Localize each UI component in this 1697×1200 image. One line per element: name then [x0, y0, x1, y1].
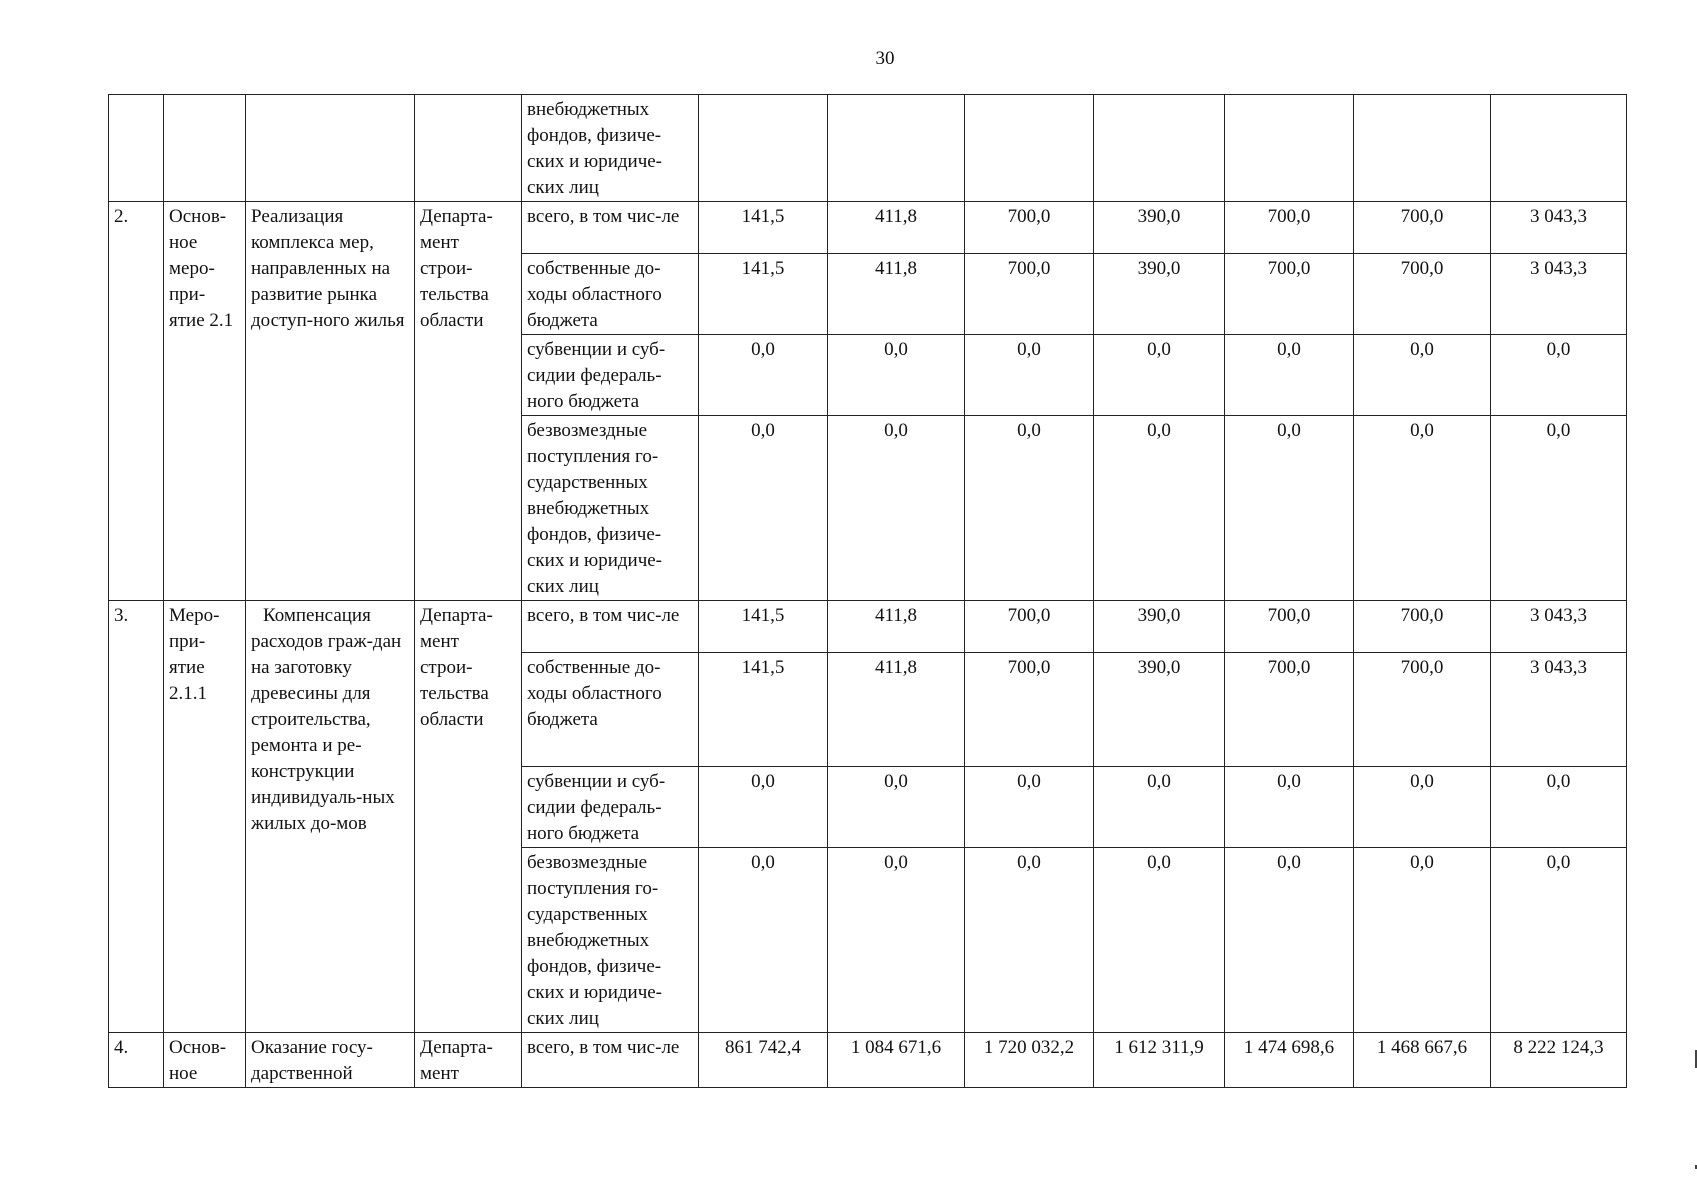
value-cell: 0,0 [1354, 416, 1491, 601]
table-row [109, 202, 1627, 254]
page-number: 30 [875, 48, 895, 69]
item-number-cell: 4. [109, 1033, 164, 1088]
value-cell: 8 222 124,3 [1491, 1033, 1627, 1088]
value-cell: 390,0 [1094, 254, 1225, 335]
value-cell: 0,0 [1491, 767, 1627, 848]
value-cell: 0,0 [699, 416, 828, 601]
value-cell: 0,0 [699, 848, 828, 1033]
value-cell: 0,0 [1094, 848, 1225, 1033]
value-cell: 700,0 [1354, 653, 1491, 767]
value-cell: 0,0 [965, 767, 1094, 848]
value-cell: 0,0 [1094, 767, 1225, 848]
value-cell: 0,0 [1225, 767, 1354, 848]
value-cell: 700,0 [1225, 653, 1354, 767]
value-cell: 3 043,3 [1491, 254, 1627, 335]
funding-source-cell: субвенции и суб-сидии федераль-ного бюджета [522, 335, 699, 416]
funding-source-cell: всего, в том чис-ле [522, 601, 699, 653]
value-cell [828, 95, 965, 202]
value-cell: 411,8 [828, 653, 965, 767]
item-type-cell: Основ-ное [164, 1033, 246, 1088]
value-cell [1094, 95, 1225, 202]
value-cell: 390,0 [1094, 202, 1225, 254]
value-cell: 0,0 [1491, 335, 1627, 416]
value-cell: 700,0 [965, 653, 1094, 767]
funding-source-cell: собственные до-ходы областного бюджета [522, 254, 699, 335]
value-cell: 3 043,3 [1491, 202, 1627, 254]
value-cell: 700,0 [1225, 202, 1354, 254]
value-cell: 0,0 [1094, 416, 1225, 601]
funding-source-cell: безвозмездные поступления го-сударственных внебюджетных фондов, физиче-ских и юридиче-ских лиц [522, 848, 699, 1033]
value-cell: 0,0 [699, 767, 828, 848]
value-cell: 700,0 [1225, 601, 1354, 653]
value-cell: 0,0 [965, 335, 1094, 416]
value-cell: 0,0 [965, 416, 1094, 601]
table-row [109, 95, 1627, 202]
value-cell: 0,0 [828, 335, 965, 416]
table-body [109, 95, 1627, 1088]
item-type-cell: Меро-при-ятие 2.1.1 [164, 601, 246, 1033]
value-cell: 0,0 [1354, 335, 1491, 416]
value-cell: 0,0 [828, 767, 965, 848]
value-cell: 0,0 [828, 416, 965, 601]
value-cell: 1 468 667,6 [1354, 1033, 1491, 1088]
value-cell: 700,0 [1225, 254, 1354, 335]
funding-source-cell: безвозмездные поступления го-сударственных внебюджетных фондов, физиче-ских и юридиче-ских лиц [522, 416, 699, 601]
value-cell: 0,0 [965, 848, 1094, 1033]
value-cell: 700,0 [1354, 601, 1491, 653]
value-cell: 0,0 [1354, 848, 1491, 1033]
value-cell: 700,0 [1354, 254, 1491, 335]
table-row [109, 1033, 1627, 1088]
value-cell [699, 95, 828, 202]
value-cell: 0,0 [1491, 416, 1627, 601]
value-cell [1225, 95, 1354, 202]
value-cell: 0,0 [699, 335, 828, 416]
item-number-cell: 2. [109, 202, 164, 601]
empty-cell [109, 95, 164, 202]
executor-cell: Департа-мент строи-тельства области [415, 601, 522, 1033]
value-cell: 1 474 698,6 [1225, 1033, 1354, 1088]
value-cell: 0,0 [1225, 848, 1354, 1033]
value-cell: 1 612 311,9 [1094, 1033, 1225, 1088]
funding-source-cell: внебюджетных фондов, физиче-ских и юридиче-ских лиц [522, 95, 699, 202]
value-cell: 411,8 [828, 254, 965, 335]
value-cell: 0,0 [828, 848, 965, 1033]
value-cell: 3 043,3 [1491, 653, 1627, 767]
value-cell: 141,5 [699, 653, 828, 767]
value-cell: 861 742,4 [699, 1033, 828, 1088]
funding-source-cell: всего, в том чис-ле [522, 202, 699, 254]
value-cell: 3 043,3 [1491, 601, 1627, 653]
value-cell: 700,0 [965, 202, 1094, 254]
value-cell [1354, 95, 1491, 202]
value-cell: 700,0 [1354, 202, 1491, 254]
executor-cell: Департа-мент строи-тельства области [415, 202, 522, 601]
value-cell: 0,0 [1354, 767, 1491, 848]
empty-cell [164, 95, 246, 202]
value-cell: 411,8 [828, 601, 965, 653]
value-cell: 0,0 [1491, 848, 1627, 1033]
item-type-cell: Основ-ное меро-при-ятие 2.1 [164, 202, 246, 601]
value-cell: 1 720 032,2 [965, 1033, 1094, 1088]
item-number-cell: 3. [109, 601, 164, 1033]
value-cell [965, 95, 1094, 202]
item-name-cell: Оказание госу-дарственной [246, 1033, 415, 1088]
value-cell: 411,8 [828, 202, 965, 254]
value-cell: 700,0 [965, 254, 1094, 335]
executor-cell: Департа-мент [415, 1033, 522, 1088]
value-cell: 141,5 [699, 601, 828, 653]
funding-source-cell: собственные до-ходы областного бюджета [522, 653, 699, 767]
item-name-cell: Реализация комплекса мер, направленных на развитие рынка доступ-ного жилья [246, 202, 415, 601]
value-cell: 390,0 [1094, 653, 1225, 767]
funding-source-cell: всего, в том чис-ле [522, 1033, 699, 1088]
funding-source-cell: субвенции и суб-сидии федераль-ного бюджета [522, 767, 699, 848]
empty-cell [415, 95, 522, 202]
value-cell: 1 084 671,6 [828, 1033, 965, 1088]
value-cell: 0,0 [1225, 335, 1354, 416]
value-cell: 141,5 [699, 254, 828, 335]
value-cell: 141,5 [699, 202, 828, 254]
value-cell: 0,0 [1225, 416, 1354, 601]
value-cell: 700,0 [965, 601, 1094, 653]
value-cell [1491, 95, 1627, 202]
value-cell: 0,0 [1094, 335, 1225, 416]
value-cell: 390,0 [1094, 601, 1225, 653]
table-row [109, 601, 1627, 653]
budget-table [108, 94, 1627, 1088]
item-name-cell: Компенсация расходов граж-дан на заготовку древесины для строительства, ремонта и ре-конструкции индивидуаль-ных жилых до-мов [246, 601, 415, 1033]
empty-cell [246, 95, 415, 202]
